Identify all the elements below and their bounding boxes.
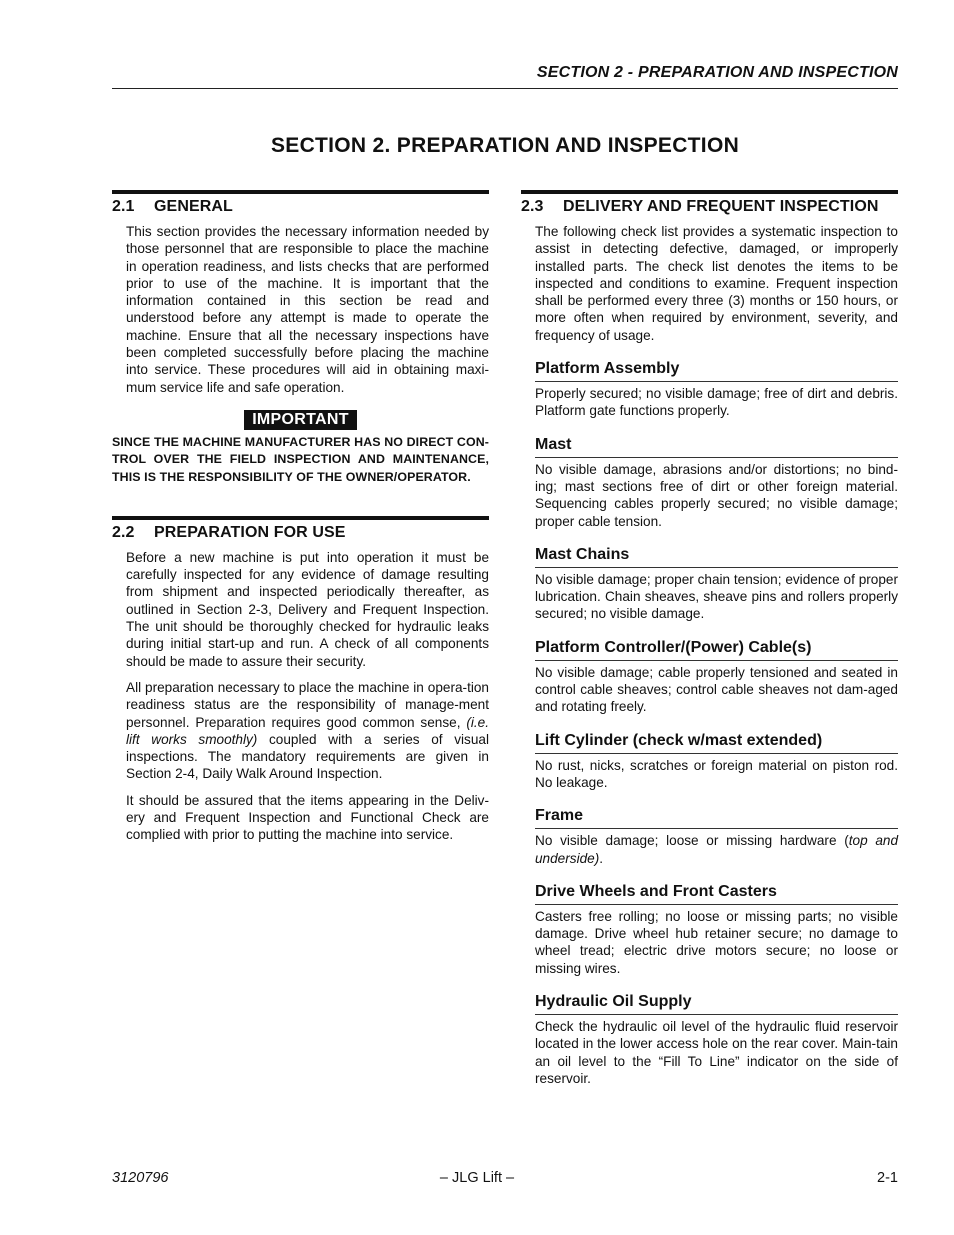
paragraph: Before a new machine is put into operation it must be carefully inspected for any evidence of damage resulting from shipment and inspected periodically thereafter, as outlined in Section 2-3, Delivery and Frequent Inspection. The unit should be thoroughly checked for hydraulic leaks during initial start-up and run. A check of all components should be made to assure their security. (126, 549, 489, 669)
important-text: SINCE THE MACHINE MANUFACTURER HAS NO DIRECT CON-TROL OVER THE FIELD INSPECTION AND MAINTENANCE, THIS IS THE RESPONSIBILITY OF THE OWNER/OPERATOR. (112, 434, 489, 484)
checklist-item-mast (535, 436, 898, 530)
section-body-general (126, 223, 489, 396)
checklist-item-platform-assembly (535, 360, 898, 420)
footer-page-number: 2-1 (877, 1170, 898, 1186)
section-body-preparation (126, 549, 489, 844)
section-body-delivery (535, 223, 898, 344)
footer-brand: – JLG Lift – (439, 1170, 515, 1186)
section-heading-preparation (112, 516, 489, 542)
checklist-body: No visible damage, abrasions and/or distortions; no bind-ing; mast sections free of dirt or other foreign material. Sequencing cables properly secured; no visible damage; proper cable tension. (535, 461, 898, 529)
paragraph (126, 679, 489, 783)
checklist-body: Properly secured; no visible damage; free of dirt and debris. Platform gate functions properly. (535, 386, 898, 419)
left-column (112, 190, 489, 853)
checklist-body: Casters free rolling; no loose or missing parts; no visible damage. Drive wheel hub retainer secure; no damage to wheel tread; electric drive motors secure; no loose or missing wires. (535, 908, 898, 976)
page-title: SECTION 2. PREPARATION AND INSPECTION (270, 134, 740, 157)
right-column (521, 190, 898, 1087)
checklist-item-platform-controller (535, 639, 898, 716)
footer-doc-number: 3120796 (112, 1170, 169, 1186)
checklist-title: Platform Assembly (535, 360, 898, 382)
section-title: DELIVERY AND FREQUENT INSPECTION (563, 198, 879, 215)
section-number: 2.3 (521, 198, 544, 215)
checklist-body: Check the hydraulic oil level of the hydraulic fluid reservoir located in the lower access hole on the rear cover. Main-tain an oil level to the “Fill To Line” indicator on the side of reservoir. (535, 1019, 898, 1086)
checklist-title: Frame (535, 807, 898, 829)
section-title: GENERAL (154, 198, 233, 215)
section-number: 2.2 (112, 523, 135, 541)
checklist-body: No visible damage; proper chain tension; evidence of proper lubrication. Chain sheaves, sheave pins and rollers properly secured; no visible damage. (535, 571, 898, 622)
text-run: coupled with a series of visual inspections. The mandatory requirements are given in Section 2-4, Daily Walk Around Inspection. (126, 731, 489, 782)
checklist-title: Mast (535, 436, 898, 458)
checklist-title: Mast Chains (535, 546, 898, 568)
checklist-title: Drive Wheels and Front Casters (535, 883, 898, 905)
checklist-title: Hydraulic Oil Supply (535, 993, 898, 1015)
text-run: . (599, 850, 604, 866)
checklist-item-mast-chains (535, 546, 898, 623)
paragraph: It should be assured that the items appearing in the Deliv-ery and Frequent Inspection and Functional Check are complied with prior to putting the machine into service. (126, 792, 489, 843)
checklist-title: Lift Cylinder (check w/mast extended) (535, 732, 898, 754)
running-header: SECTION 2 - PREPARATION AND INSPECTION (536, 64, 898, 81)
paragraph: The following check list provides a systematic inspection to assist in detecting defective, damaged, or improperly installed parts. The check list denotes the items to be inspected and conditions to examine. Frequent inspection shall be performed every three (3) months or 150 hours, or more often when required by environment, severity, and frequency of usage. (535, 224, 898, 343)
checklist-body: No rust, nicks, scratches or foreign material on piston rod. No leakage. (535, 757, 898, 790)
text-run: No visible damage; loose or missing hardware ( (535, 833, 849, 849)
italic-text-run: top and underside) (535, 833, 898, 866)
paragraph: This section provides the necessary information needed by those personnel that are responsible to place the machine in operation readiness, and lists checks that are performed prior to use of the machine. It is important that the information contained in this section be read and understood before any attempt is made to operate the machine. Ensure that all the necessary inspections have been completed successfully before placing the machine into service. These procedures will aid in obtaining maxi-mum service life and safe operation. (126, 224, 489, 395)
section-heading-general (112, 190, 489, 216)
checklist-body (535, 832, 898, 867)
section-heading-delivery (521, 190, 898, 216)
checklist-item-hydraulic-oil (535, 993, 898, 1087)
important-notice (112, 410, 489, 430)
header-rule (112, 88, 898, 89)
section-number: 2.1 (112, 198, 135, 215)
checklist-body: No visible damage; cable properly tensioned and seated in control cable sheaves; control cable sheaves not dam-aged and rotating freely. (535, 664, 898, 715)
checklist-title: Platform Controller/(Power) Cable(s) (535, 639, 898, 661)
checklist-item-lift-cylinder (535, 732, 898, 792)
text-run: All preparation necessary to place the machine in opera-tion readiness status are the responsibility of manage-ment personnel. Preparation requires good common sense, (126, 679, 489, 730)
important-badge: IMPORTANT (244, 410, 357, 430)
section-title: PREPARATION FOR USE (154, 523, 346, 541)
checklist-item-frame (535, 807, 898, 867)
checklist-item-drive-wheels (535, 883, 898, 977)
italic-text-run: (i.e. lift works smoothly) (126, 714, 489, 747)
